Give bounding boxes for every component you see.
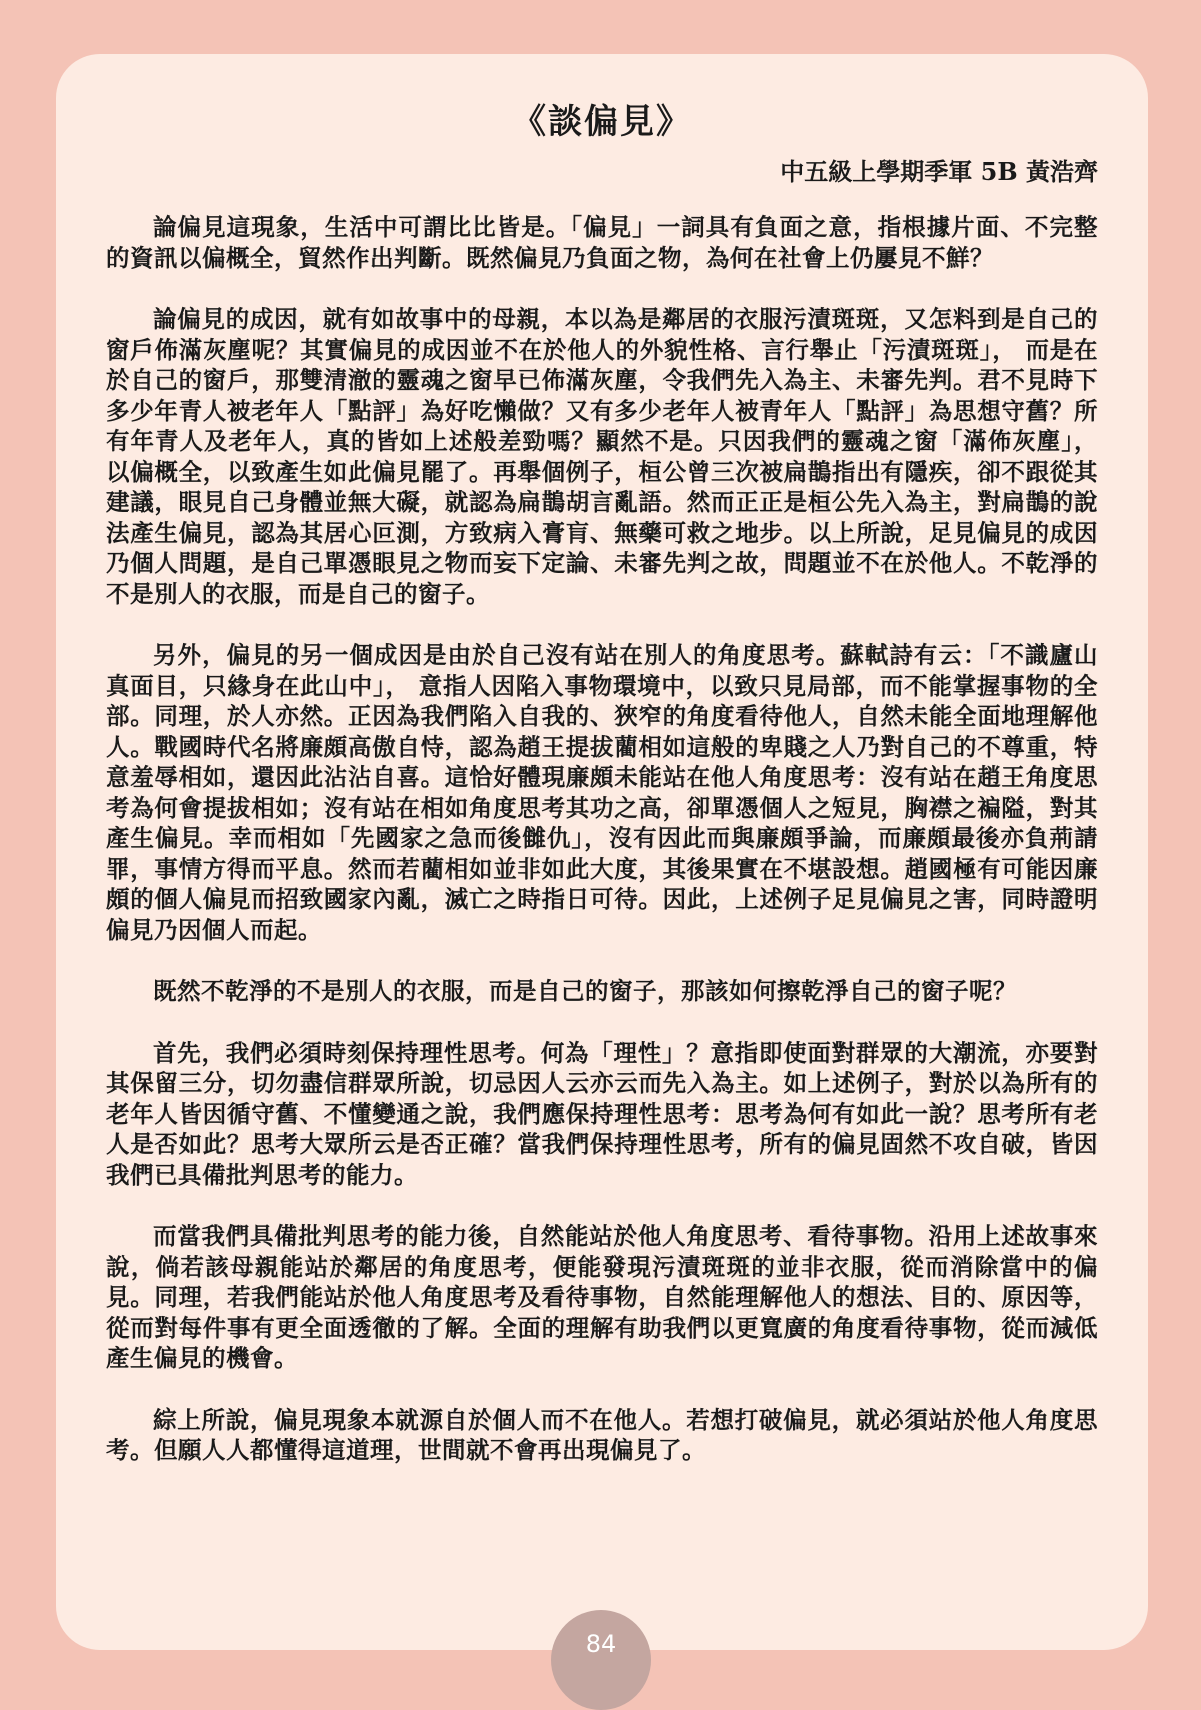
paragraph-6: 而當我們具備批判思考的能力後，自然能站於他人角度思考、看待事物。沿用上述故事來說，倘若該母親能站於鄰居的角度思考，便能發現污漬斑斑的並非衣服，從而消除當中的偏見。同理，若我們能站於他人角度思考及看待事物，自然能理解他人的想法、目的、原因等，從而對每件事有更全面透徹的了解。全面的理解有助我們以更寬廣的角度看待事物，從而減低產生偏見的機會。 bbox=[106, 1222, 1098, 1372]
article-byline: 中五級上學期季軍 5B 黃浩齊 bbox=[780, 157, 1098, 186]
article-title: 《談偏見》 bbox=[512, 102, 692, 142]
paragraph-1: 論偏見這現象，生活中可謂比比皆是。「偏見」一詞具有負面之意，指根據片面、不完整的資訊以偏概全，貿然作出判斷。既然偏見乃負面之物，為何在社會上仍屢見不鮮？ bbox=[106, 213, 1098, 272]
page-number-badge bbox=[551, 1610, 651, 1710]
paragraph-5: 首先，我們必須時刻保持理性思考。何為「理性」？意指即使面對群眾的大潮流，亦要對其保留三分，切勿盡信群眾所說，切忌因人云亦云而先入為主。如上述例子，對於以為所有的老年人皆因循守舊、不懂變通之說，我們應保持理性思考：思考為何有如此一說？思考所有老人是否如此？思考大眾所云是否正確？當我們保持理性思考，所有的偏見固然不攻自破，皆因我們已具備批判思考的能力。 bbox=[106, 1038, 1098, 1189]
paragraph-7: 綜上所說，偏見現象本就源自於個人而不在他人。若想打破偏見，就必須站於他人角度思考。但願人人都懂得這道理，世間就不會再出現偏見了。 bbox=[106, 1405, 1098, 1464]
paragraph-3: 另外，偏見的另一個成因是由於自己沒有站在別人的角度思考。蘇軾詩有云：「不識廬山真面目，只緣身在此山中」， 意指人因陷入事物環境中，以致只見局部，而不能掌握事物的全部。同理，於人亦然。正因為我們陷入自我的、狹窄的角度看待他人，自然未能全面地理解他人。戰國時代名將廉頗高傲自恃，認為趙王提拔藺相如這般的卑賤之人乃對自己的不尊重，特意羞辱相如，還因此沾沾自喜。這恰好體現廉頗未能站在他人角度思考：沒有站在趙王角度思考為何會提拔相如；沒有站在相如角度思考其功之高，卻單憑個人之短見，胸襟之褊隘，對其產生偏見。幸而相如「先國家之急而後雠仇」，沒有因此而與廉頗爭論，而廉頗最後亦負荊請罪，事情方得而平息。然而若藺相如並非如此大度，其後果實在不堪設想。趙國極有可能因廉頗的個人偏見而招致國家內亂，滅亡之時指日可待。因此，上述例子足見偏見之害，同時證明偏見乃因個人而起。 bbox=[106, 641, 1098, 944]
article-card bbox=[56, 54, 1148, 1650]
paragraph-4: 既然不乾淨的不是別人的衣服，而是自己的窗子，那該如何擦乾淨自己的窗子呢？ bbox=[153, 977, 1017, 1005]
page-number: 84 bbox=[585, 1630, 617, 1658]
paragraph-2: 論偏見的成因，就有如故事中的母親，本以為是鄰居的衣服污漬斑斑，又怎料到是自己的窗戶佈滿灰塵呢？其實偏見的成因並不在於他人的外貌性格、言行舉止「污漬斑斑」， 而是在於自己的窗戶，那雙清澈的靈魂之窗早已佈滿灰塵，令我們先入為主、未審先判。君不見時下多少年青人被老年人「點評」為好吃懶做？又有多少老年人被青年人「點評」為思想守舊？所有年青人及老年人，真的皆如上述般差勁嗎？顯然不是。只因我們的靈魂之窗「滿佈灰塵」，以偏概全，以致產生如此偏見罷了。再舉個例子，桓公曾三次被扁鵲指出有隱疾，卻不跟從其建議，眼見自己身體並無大礙，就認為扁鵲胡言亂語。然而正正是桓公先入為主，對扁鵲的說法產生偏見，認為其居心叵測，方致病入膏肓、無藥可救之地步。以上所說，足見偏見的成因乃個人問題，是自己單憑眼見之物而妄下定論、未審先判之故，問題並不在於他人。不乾淨的不是別人的衣服，而是自己的窗子。 bbox=[106, 305, 1098, 608]
